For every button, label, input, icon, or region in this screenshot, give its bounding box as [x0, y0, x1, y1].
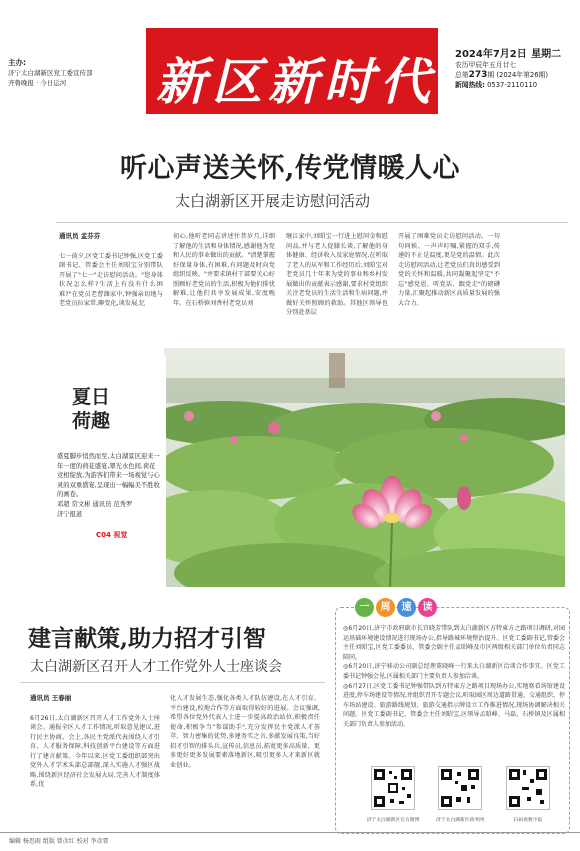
- qr-caption-epaper: 扫码看数字报: [513, 818, 543, 823]
- weekly-digest-text: [343, 624, 565, 730]
- masthead: [0, 0, 580, 118]
- host-line-1: 济宁太白湖新区党工委宣传部: [8, 69, 93, 77]
- headline-1: 听心声送关怀,传党情暖人心: [120, 153, 460, 184]
- story1-byline: 通讯员 孟芬芬: [59, 232, 101, 240]
- story1-col-4: 开展了困难党员走访慰问活动。一句句问候、一声声叮嘱,紧握的双手,传递的不止是温度,更是党的温情。此次走访慰问活动,让老党员们真切感受到党的关怀和温暖,共同凝聚起坚定"不忘"感党恩、听党话、跟党走"的磅礴力量,汇聚起推动新区高质量发展的强大合力。: [398, 233, 500, 307]
- issue-date: 2024年7月2日: [455, 49, 527, 60]
- hotline-number: 0537-2110110: [487, 81, 538, 89]
- story1-col-2: 初心,他听老同志讲述往昔岁月,详细了解他的生活和身体情况,感谢他为党和人民的事业做出的贡献。"清楚掌握好保量身体,有困难,有问题及时向党组织反映。"并要求镇村干部要关心好照顾好老党员的生活,积极为他们排忧解难,让他们共享发展成果,安度晚年。在石桥镇刘香村老党员刘: [173, 233, 275, 307]
- divider-2: [20, 682, 325, 683]
- date-block: [455, 50, 561, 90]
- qr-code-weibo[interactable]: [371, 766, 415, 810]
- photo-credit-2: 济宁报道: [57, 510, 83, 518]
- issue-prefix: 总第: [455, 71, 469, 79]
- lotus-image: [164, 348, 565, 587]
- subhead-1: 太白湖新区开展走访慰问活动: [175, 192, 371, 210]
- story1-col-1-text: 七一前夕,区党工委书记钟强,区党工委副书记、管委会主任刘昭宝分别带队开展了"七一"走访慰问活动。"您身体状况怎么样?生活上有没有什么困难?"在党员老曹潍家中,钟强亲切地与老党员拉家常,聊变化,谈发展,忆: [59, 252, 163, 307]
- story1-col-1: [59, 232, 163, 309]
- qr-pattern-icon: [439, 767, 481, 809]
- story1-col-3: 继江家中,刘昭宝一行进上慰问金和慰问品,并与老人促膝长谈,了解他的身体健康、经济收入及家庭情况,在听取了老人的从军和工作经历后,刘昭宝对老党员几十年来为党的事业和乡村发展做出的贡献表示感谢,要求村党组织关注老党员的生活生活和生病问题,并做好关怀照顾的救助。其他区领导也分别赴基层: [286, 233, 388, 316]
- lotus-photo: [164, 348, 565, 587]
- issue-number: 273: [468, 70, 488, 80]
- qr-caption-gov: 济宁太白湖新区政务网: [436, 818, 484, 823]
- footer-bar: [0, 832, 580, 851]
- story2-byline: 通讯员 王春丽: [30, 694, 72, 702]
- qr-caption-weibo: 济宁太白湖新区官方微博: [366, 818, 420, 823]
- photo-credit-1: 邓超 常文彬 通讯员 范秀罗: [57, 500, 133, 508]
- hotline-label: 新闻热线:: [455, 81, 485, 89]
- tag-char-1: 一: [355, 598, 374, 617]
- divider: [56, 222, 568, 223]
- photo-caption-text: 盛夏脚步悄然而至,太白湖景区迎来一年一度的荷花盛宴,翠光水色间,荷花竞相绽放,为游客们带来一场视觉与心灵的双重盛宴,呈现出一幅幅美不胜收的画卷。: [57, 453, 160, 499]
- weekly-item-3: ◎6月27日,区党工委书记钟强带队到方特東方之路项目现场办公,实地察看场馆建设进度,停车场建设等情况,并组织召开专题会议,听取园区周边道路贯通、交通组织、停车场站建设、旅游路线规划、旅游交通指示牌设立工作推进情况,现场协调解决相关问题。区党工委副书记、管委会主任刘昭宝,区领导孟昭峰、马磊、石桥镇及区属相关部门负责人参加活动。: [343, 682, 565, 728]
- story2-col-1: [30, 694, 160, 829]
- weekday: 星期二: [531, 49, 562, 60]
- weekly-item-2: ◎6月20日,济宁移动公司副总经理董晓峰一行来太白湖新区洽谈合作事宜。区党工委书记钟强会见,区属相关部门主要负责人参加洽谈。: [343, 663, 565, 680]
- photo-title: 夏日荷趣: [72, 386, 111, 432]
- headline-2: 建言献策,助力招才引智: [28, 625, 267, 652]
- tag-char-4: 读: [418, 598, 437, 617]
- host-info: [8, 58, 93, 88]
- qr-pattern-icon: [372, 767, 414, 809]
- issue-suffix: 期 (2024年第26期): [487, 71, 548, 79]
- qr-pattern-icon: [507, 767, 549, 809]
- tag-char-3: 速: [397, 598, 416, 617]
- newspaper-flag: [146, 28, 438, 114]
- story2-col-1-text: 6月26日,太白湖新区召开人才工作党外人士座谈会。通报全区人才工作情况,听取意见建议,进行民主协商。会上,各民主党派代表围绕人才引育、人才服务保障,科技创新平台建设等方面进行了建言献策。今年以来,区党工委组织部突出党外人才学术头部总部舰,深入实施人才强区战略,围绕新区经济社会发展大局,完善人才制度体系,优: [30, 714, 160, 788]
- host-line-2: 齐鲁晚报 · 今日运河: [8, 79, 67, 87]
- photo-caption: [57, 452, 161, 519]
- qr-code-epaper[interactable]: [506, 766, 550, 810]
- weekly-digest-tag: [355, 598, 437, 617]
- tag-char-2: 周: [376, 598, 395, 617]
- qr-code-gov[interactable]: [438, 766, 482, 810]
- story2-col-2: 化人才发展生态,强化各类人才队伍建设,在人才引育、平台建设,校地合作等方面取得较好的进展。会议强调,希望各位党外代表人士进一步提高政治站位,积极责任使命,积极争当"参谋助手",充分发挥民主党派人才荟萃、智力密集的优势,多建务实之言,多献发展良策,当好招才引智的排头兵,宣传员,信息员,拓宽更多高质量、更多更好更多发展要素落地新区,吸引更多人才来新区就业创业。: [170, 695, 320, 769]
- host-label: 主办:: [8, 58, 26, 67]
- weekly-item-1: ◎6月20日,济宁市政府副市长宫晓芳带队到太白湖新区方特東方之路项目调研,对园运基础环境建设情况进行现场办公,指导路城环境整治提升。区党工委副书记,管委会主任刘昭宝,区党工委委员、管委会副主任孟昭峰及市区两级相关部门单位负责同志陪同。: [343, 625, 565, 661]
- editor-credits: 编辑 杨思雨 组版 曾彦红 校对 李彦霏: [9, 838, 109, 845]
- lunar-date: 农历甲辰年五月廿七: [455, 61, 517, 69]
- photo-page-ref[interactable]: C04 视觉: [96, 531, 128, 539]
- newspaper-name: 新区新时代: [156, 52, 436, 111]
- subhead-2: 太白湖新区召开人才工作党外人士座谈会: [30, 659, 282, 675]
